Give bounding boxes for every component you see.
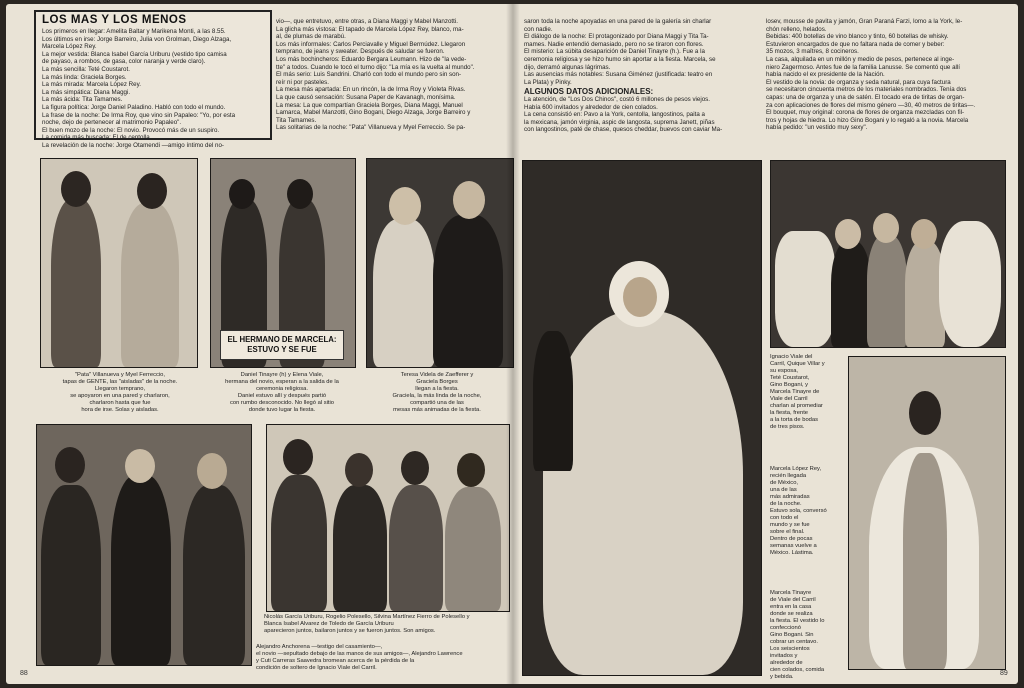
caption-torta — [770, 354, 846, 431]
text-line: reír ni por pasteles. — [276, 78, 329, 86]
text-line: aparecieron juntos, bailaron juntos y se fueron juntos. Son amigos. — [264, 628, 436, 634]
text-line: La mejor vestida: Blanca Isabel García Uriburu (vestido tipo camisa — [42, 50, 227, 58]
text-line: Nicolás García Uriburu, Rogelio Polesello, Silvina Martínez Fierro de Polesello y — [264, 614, 470, 620]
box-title: LOS MAS Y LOS MENOS — [42, 14, 187, 26]
text-line: La más linda: Graciela Borges. — [42, 73, 127, 81]
page-number-right: 89 — [1000, 670, 1008, 677]
text-line: de la noche. — [770, 501, 802, 507]
caption-lopez-rey — [770, 466, 846, 557]
subhead-datos: ALGUNOS DATOS ADICIONALES: — [524, 87, 654, 97]
text-line: charlan al promediar — [770, 403, 823, 409]
photo-anchorena-novio — [36, 424, 252, 666]
caption-bride — [770, 590, 846, 681]
text-line: Los últimos en irse: Jorge Barreiro, Julia von Grolman, Diego Alzaga, — [42, 35, 232, 43]
text-line: Teresa Videla de Zaefferer y — [400, 372, 474, 378]
caption-garcia-uriburu — [264, 614, 510, 635]
text-line: ceremonia religiosa y se hizo humo sin aportar a la fiesta. Marcela, se — [524, 55, 716, 63]
text-line: Gino Bogani, y — [770, 382, 809, 388]
los-mas-y-los-menos-box — [34, 10, 272, 149]
text-line: Los más informales: Carlos Perciavalle y Miguel Bermúdez. Llegaron — [276, 40, 466, 48]
text-line: Viale del Carril — [770, 396, 808, 402]
text-line: con langostinos, paté de chase, quesos cheddar, buevos con caviar Ma- — [524, 126, 723, 134]
text-line: Había 600 invitados y alrededor de cien colados. — [524, 103, 658, 111]
text-line: La más sencilla: Teté Coustarot. — [42, 65, 130, 73]
photo-videla-borges — [366, 158, 514, 368]
text-line: donde tuvo lugar la fiesta. — [248, 407, 316, 413]
text-line: Dentro de pocas — [770, 536, 813, 542]
text-line: El diálogo de la noche: El protagonizado por Diana Maggi y Tita Ta- — [524, 33, 709, 41]
text-line: Graciela Borges — [416, 379, 458, 385]
text-line: confeccionó — [770, 625, 801, 631]
text-line: hora de irse. Solas y aisladas. — [81, 407, 159, 413]
text-line: niero Zagermoso. Antes fue de la familia Lanusse. Se comentó que allí — [766, 63, 960, 71]
text-line: La revelación de la noche: Jorge Otamendi —amigo íntimo del no- — [42, 141, 224, 149]
text-line: Daniel estuvo allí y después partió — [237, 393, 327, 399]
text-line: Estuvo sola, conversó — [770, 508, 827, 514]
text-line: sobre el final. — [770, 529, 805, 535]
text-line: Daniel Tinayre (h) y Elena Viale, — [240, 372, 324, 378]
text-line: Gino Bogani. Sin — [770, 632, 814, 638]
text-line: La figura política: Jorge Daniel Paladino. Habló con todo el mundo. — [42, 103, 226, 111]
text-line: La Plata) y Pinky. — [524, 78, 572, 86]
text-line: de tres pisos. — [770, 424, 805, 430]
text-line: una de las — [770, 487, 797, 493]
text-line: Los seiscientos — [770, 646, 810, 652]
text-line: al, de plumas de marabú. — [276, 33, 346, 41]
text-line: La más ácida: Tita Tamames. — [42, 96, 123, 104]
text-line: había nacido el ex presidente de la Nación. — [766, 71, 885, 79]
caption-villanueva — [36, 372, 204, 414]
text-line: El vestido de la novia: de organza y seda natural, para cuya factura — [766, 78, 951, 86]
text-line: Lamarca, Mabel Manzotti, Gino Bogani, Diego Alzaga, Jorge Barreiro y — [276, 109, 471, 117]
text-line: saron toda la noche apoyadas en una pared de la galería sin charlar — [524, 18, 712, 25]
text-line: ceremonia religiosa. — [256, 386, 308, 392]
text-line: con todo el — [770, 515, 799, 521]
text-line: Carril, Quique Villar y — [770, 361, 825, 367]
text-line: El bouquet, muy original: corona de flores de organza mezcladas con fil- — [766, 109, 965, 117]
text-line: La atención, de "Los Dos Chinos", costó 6 millones de pesos viejos. — [524, 95, 710, 103]
text-line: el novio —sepultado debajo de las manos de sus amigos—, Alejandro Lawrence — [256, 651, 463, 657]
text-line: noche, dejo de pertenecer al matrimonio Papaleo". — [42, 119, 182, 127]
text-line: Marcela Tinayre — [770, 590, 812, 596]
text-line: El buen mozo de la noche: El novio. Provocó más de un suspiro. — [42, 126, 220, 134]
text-line: cien colados, comida — [770, 667, 825, 673]
text-line: Graciela, la más linda de la noche, — [392, 393, 482, 399]
text-line: llegan a la fiesta. — [415, 386, 459, 392]
text-line: entra en la casa — [770, 604, 812, 610]
text-line: Tita Tamames. — [276, 116, 317, 124]
text-line: y bebida. — [770, 674, 794, 680]
text-line: capas: una de organza y una de satén. El tocado era de tiritas de organ- — [766, 93, 965, 101]
text-line: con rumbo desconocido. No llegó al sitio — [229, 400, 335, 406]
text-line: la mexicana, jamón virginia, aspic de langosta, suprema Janett, piñas — [524, 118, 715, 126]
text-line: Ignacio Viale del — [770, 354, 813, 360]
text-line: charlaron hasta que fue — [89, 400, 151, 406]
text-line: y Cuti Carreras Saavedra bromean acerca de la pérdida de la — [256, 658, 415, 664]
column-2-text — [276, 18, 508, 132]
photo-villanueva-ferreccio — [40, 158, 198, 368]
text-line: chón relleno, helados. — [766, 25, 827, 33]
text-line: El misterio: La súbita desaparición de Daniel Tinayre (h.). Fue a la — [524, 48, 705, 56]
text-line: Marcela López Rey, — [770, 466, 822, 472]
text-line: Estuvieron encargados de que no faltara nada de comer y beber: — [766, 40, 945, 48]
text-line: compartió una de las — [410, 400, 464, 406]
text-line: donde se realiza — [770, 611, 813, 617]
text-line: mames. Nadie entendió demasiado, pero no se tiraron con flores. — [524, 40, 704, 48]
text-line: za con aplicaciones de flores del mismo género —30, 40 metros de tiritas—. — [766, 101, 976, 109]
text-line: La mesa más apartada: En un rincón, la de Irma Roy y Violeta Rivas. — [276, 86, 466, 94]
photo-bride-entrance — [522, 160, 762, 676]
text-line: La comida más buscada: El de centolla. — [42, 134, 152, 142]
caption-tinayre — [206, 372, 358, 414]
magazine-spread — [6, 4, 1018, 684]
text-line: dijo, derramó algunas lágrimas. — [524, 63, 611, 71]
text-line: La cena consistió en: Pavo a la York, centolla, langostinos, paita a — [524, 111, 705, 119]
text-line: La frase de la noche: De Irma Roy, que vino sin Papaleo: "Yo, por esta — [42, 111, 236, 119]
text-line: 35 mozos, 3 maîtres, 8 cocineros. — [766, 48, 859, 56]
left-page — [6, 4, 512, 684]
text-line: hermana del novio, esperan a la salida de la — [225, 379, 339, 385]
text-line: recién llegada — [770, 473, 807, 479]
text-line: La más mirada: Marcela López Rey. — [42, 81, 141, 89]
text-line: Bebidas: 400 botellas de vino blanco y tinto, 60 botellas de whisky. — [766, 33, 949, 41]
text-line: tapas de GENTE, las "aisladas" de la noche. — [62, 379, 178, 385]
text-line: más admiradas — [770, 494, 810, 500]
page-gutter — [506, 4, 520, 684]
text-line: El más serio: Luis Sandrini. Charló con todo el mundo pero sin son- — [276, 71, 462, 79]
text-line: La glicha más vistosa: El tapado de Marcela López Rey, blanco, ma- — [276, 25, 464, 33]
text-line: "Pata" Villanueva y Myel Ferreccio, — [74, 372, 166, 378]
text-line: se apoyaron en una pared y charlaron, — [70, 393, 170, 399]
text-line: de Viale del Carril — [770, 597, 816, 603]
text-line: había pedido: "un vestido muy sexy". — [766, 124, 868, 132]
text-line: La más simpática: Diana Maggi. — [42, 88, 131, 96]
text-line: cobrar un centavo. — [770, 639, 819, 645]
caption-anchorena — [256, 644, 510, 672]
text-line: se necesitaron cincuenta metros de los materiales nombrados. Tenía dos — [766, 86, 967, 94]
text-line: mesas más animadas de la fiesta. — [393, 407, 481, 413]
text-line: México. Lástima. — [770, 550, 814, 556]
text-line: la fiesta, frente — [770, 410, 809, 416]
text-line: a la torta de bodas — [770, 417, 819, 423]
text-line: con nadie. — [524, 25, 553, 33]
text-line: de payaso, a rombos, de gasa, color naranja y verde claro). — [42, 58, 206, 66]
text-line: Los más bochincheros: Eduardo Bergara Leumann. Hizo de "la vede- — [276, 55, 467, 63]
text-line: losev, mousse de pavita y jamón, Gran Paraná Farzi, lomo a la York, le- — [766, 18, 963, 25]
text-line: Las solitarias de la noche: "Pata" Villanueva y Myel Ferreccio. Se pa- — [276, 124, 466, 132]
photo-wedding-cake-group — [770, 160, 1006, 348]
text-line: Llegaron temprano, — [94, 386, 146, 392]
text-line: Marcela López Rey. — [42, 43, 97, 51]
text-line: temprano, de jeans y sweater. Después de saludar se fueron. — [276, 48, 445, 56]
column-4-text — [766, 18, 1006, 132]
column-3-text — [524, 18, 754, 134]
text-line: Las ausencias más notables: Susana Giménez (justificada: teatro en — [524, 71, 713, 79]
page-number-left: 88 — [20, 670, 28, 677]
overlay-label: EL HERMANO DE MARCELA: ESTUVO Y SE FUE — [220, 330, 344, 360]
text-line: Alejandro Anchorena —testigo del casamiento—, — [256, 644, 383, 650]
text-line: vio—, que entretuvo, entre otras, a Diana Maggi y Mabel Manzotti. — [276, 18, 458, 25]
text-line: La casa, alquilada en un millón y medio de pesos, pertenece al inge- — [766, 55, 955, 63]
text-line: de México, — [770, 480, 799, 486]
text-line: Blanca Isabel Alvarez de Toledo de García Uriburu — [264, 621, 394, 627]
photo-lopez-rey — [848, 356, 1006, 670]
text-line: Teté Coustarot, — [770, 375, 810, 381]
text-line: su esposa, — [770, 368, 799, 374]
text-line: alrededor de — [770, 660, 803, 666]
text-line: tte" a todos. Cuando le tocó el turno dijo: "La mía es la vuelta al mundo". — [276, 63, 475, 71]
text-line: mundo y se fue — [770, 522, 810, 528]
photo-garcia-uriburu-polesello — [266, 424, 510, 612]
box-lines — [36, 28, 270, 150]
right-page — [512, 4, 1018, 684]
text-line: La que causó sensación: Susana Paper de Kavanagh, monísima. — [276, 93, 456, 101]
text-line: condición de soltero de Ignacio Viale del Carril. — [256, 665, 377, 671]
caption-borges — [362, 372, 512, 414]
text-line: invitados y — [770, 653, 798, 659]
text-line: Los primeros en llegar: Amelita Baltar y Marikena Monti, a las 8.55. — [42, 28, 226, 35]
text-line: La mesa: La que compartían Graciela Borges, Diana Maggi, Manuel — [276, 101, 463, 109]
text-line: tros y hojas de hiedra. Lo hizo Gino Bogani y lo regaló a la novia. Marcela — [766, 116, 969, 124]
text-line: la fiesta. El vestido lo — [770, 618, 825, 624]
text-line: semanas vuelve a — [770, 543, 817, 549]
text-line: Marcela Tinayre de — [770, 389, 820, 395]
